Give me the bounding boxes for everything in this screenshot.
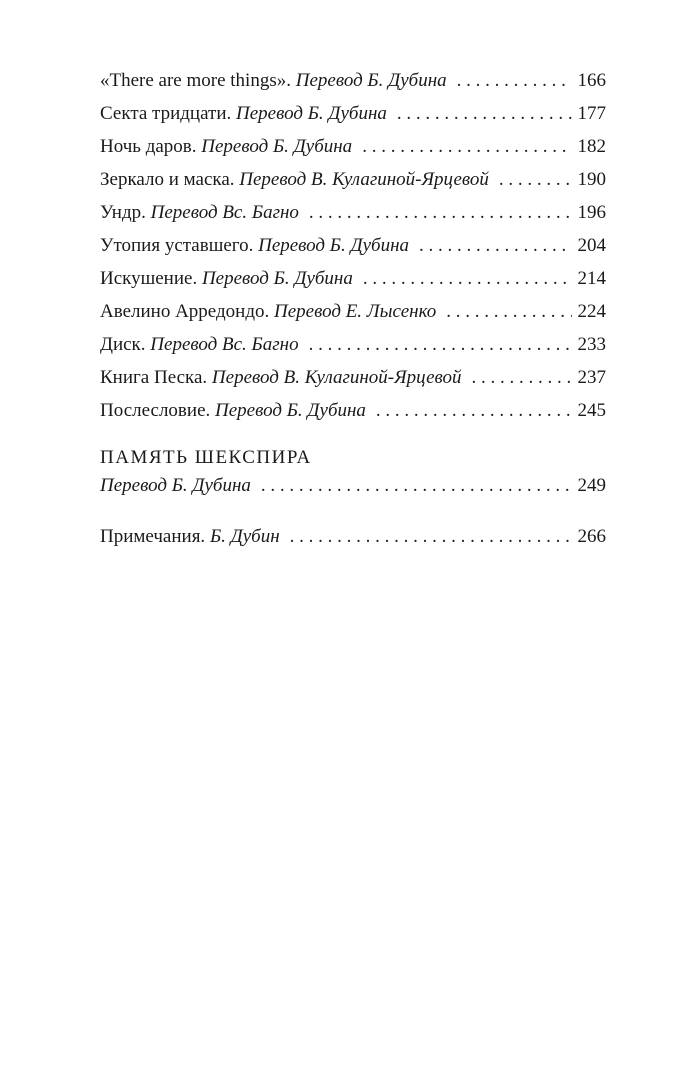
toc-entry xyxy=(100,196,606,229)
toc-entry xyxy=(100,361,606,394)
entry-title: Утопия уставшего. Перевод Б. Дубина xyxy=(100,235,409,256)
leader-dots xyxy=(290,520,572,553)
entry-author: Б. Дубин xyxy=(209,526,280,547)
entry-title: Примечания. Б. Дубин xyxy=(100,526,280,547)
entry-title: Ночь даров. Перевод Б. Дубина xyxy=(100,136,353,157)
toc-entry xyxy=(100,163,606,196)
toc-entry xyxy=(100,229,606,262)
entry-page: 196 xyxy=(577,202,606,223)
entry-page: 190 xyxy=(577,169,606,190)
toc-entry xyxy=(100,262,606,295)
leader-dots xyxy=(419,229,572,262)
entry-translator: Перевод Б. Дубина xyxy=(100,475,251,496)
table-of-contents xyxy=(100,64,606,553)
entry-title: Послесловие. Перевод Б. Дубина xyxy=(100,400,366,421)
entry-title: Искушение. Перевод Б. Дубина xyxy=(100,268,353,289)
leader-dots xyxy=(499,163,572,196)
section-title: ПАМЯТЬ ШЕКСПИРА xyxy=(100,447,312,468)
entry-translator: Перевод Вс. Багно xyxy=(150,334,299,355)
leader-dots xyxy=(376,394,572,427)
entry-title: «There are more things». Перевод Б. Дубина xyxy=(100,70,447,91)
entry-title: Зеркало и маска. Перевод В. Кулагиной-Ярцевой xyxy=(100,169,489,190)
entry-title: Секта тридцати. Перевод Б. Дубина xyxy=(100,103,387,124)
entry-page: 204 xyxy=(577,235,606,256)
toc-entry xyxy=(100,520,606,553)
leader-dots xyxy=(446,295,571,328)
entry-translator: Перевод Б. Дубина xyxy=(236,103,387,124)
leader-dots xyxy=(363,262,572,295)
entry-translator: Перевод Б. Дубина xyxy=(258,235,409,256)
entry-title: Авелино Арредондо. Перевод Е. Лысенко xyxy=(100,301,437,322)
entry-translator: Перевод Б. Дубина xyxy=(215,400,366,421)
leader-dots xyxy=(457,64,572,97)
toc-entry xyxy=(100,295,606,328)
entry-title: Книга Песка. Перевод В. Кулагиной-Ярцевой xyxy=(100,367,462,388)
entry-translator: Перевод В. Кулагиной-Ярцевой xyxy=(211,367,462,388)
entry-page: 166 xyxy=(577,70,606,91)
leader-dots xyxy=(362,130,571,163)
entry-page: 266 xyxy=(577,526,606,547)
entry-translator: Перевод Б. Дубина xyxy=(201,268,353,289)
entry-page: 237 xyxy=(577,367,606,388)
entry-title: Диск. Перевод Вс. Багно xyxy=(100,334,299,355)
entry-page: 214 xyxy=(577,268,606,289)
toc-entry xyxy=(100,472,606,500)
toc-entry xyxy=(100,130,606,163)
toc-entry xyxy=(100,328,606,361)
entry-translator: Перевод Б. Дубина xyxy=(201,136,353,157)
entry-translator: Перевод Б. Дубина xyxy=(295,70,447,91)
entry-page: 224 xyxy=(577,301,606,322)
entry-title: Ундр. Перевод Вс. Багно xyxy=(100,202,299,223)
entry-page: 177 xyxy=(577,103,606,124)
toc-entry xyxy=(100,64,606,97)
leader-dots xyxy=(309,328,572,361)
toc-entry xyxy=(100,97,606,130)
entry-page: 233 xyxy=(577,334,606,355)
leader-dots xyxy=(261,472,572,500)
toc-section xyxy=(100,444,606,500)
entry-translator: Перевод В. Кулагиной-Ярцевой xyxy=(239,169,489,190)
entry-page: 245 xyxy=(577,400,606,421)
toc-entry xyxy=(100,394,606,427)
entry-translator: Перевод Вс. Багно xyxy=(150,202,299,223)
entry-translator: Перевод Е. Лысенко xyxy=(274,301,437,322)
entry-page: 249 xyxy=(577,475,606,496)
leader-dots xyxy=(309,196,572,229)
leader-dots xyxy=(472,361,572,394)
entry-page: 182 xyxy=(577,136,606,157)
leader-dots xyxy=(397,97,572,130)
